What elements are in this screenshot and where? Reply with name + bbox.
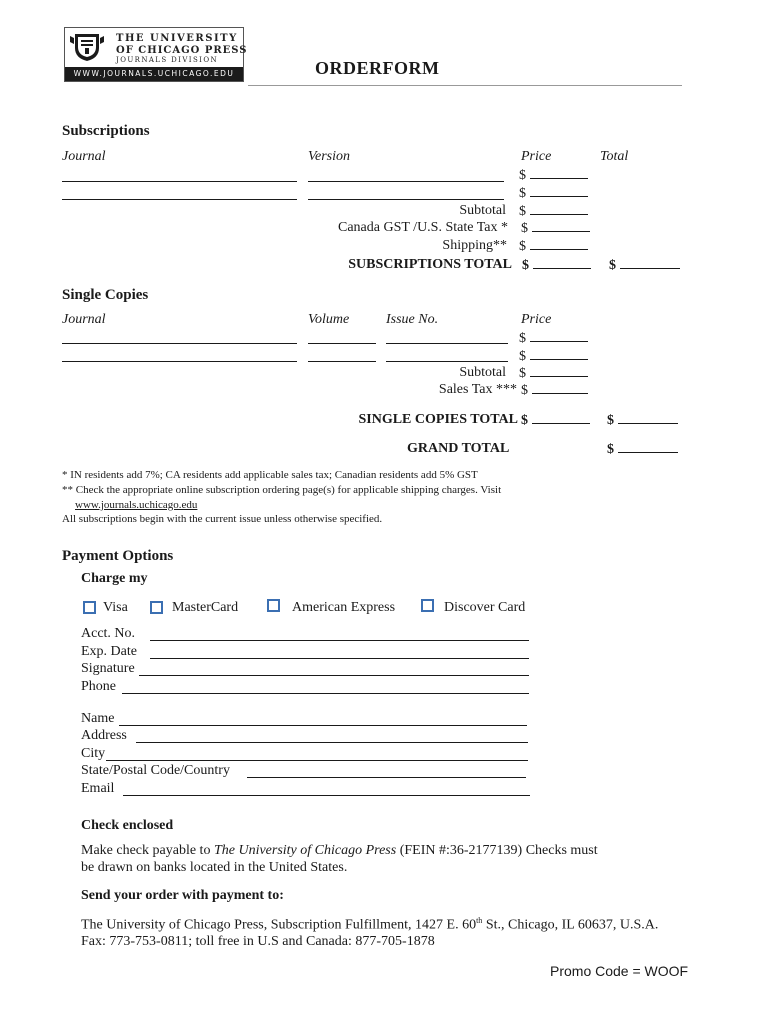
discover-label: Discover Card [444,600,526,615]
single-issue-field-1[interactable] [386,343,508,344]
sub-subtotal-field[interactable]: $ [519,203,588,220]
sub-subtotal-label: Subtotal [459,203,506,218]
university-seal-icon [68,31,106,63]
sub-shipping-label: Shipping** [442,238,507,253]
logo-line-3: JOURNALS DIVISION [116,56,218,64]
sub-version-field-2[interactable] [308,199,504,200]
sub-col-journal: Journal [62,149,106,164]
city-field[interactable] [106,760,528,761]
single-copies-total-label: SINGLE COPIES TOTAL [358,412,518,427]
sub-col-version: Version [308,149,350,164]
grand-total-label: GRAND TOTAL [407,441,510,456]
page-title: ORDERFORM [315,58,440,78]
sub-price-2[interactable]: $ [519,185,588,202]
single-copies-heading: Single Copies [62,287,149,303]
charge-my-label: Charge my [81,571,148,586]
check-payable-text: Make check payable to The University of Chicago Press (FEIN #:36-2177139) Checks must [81,843,598,858]
logo-line-1: THE UNIVERSITY [116,33,238,44]
state-country-field[interactable] [247,777,526,778]
sub-price-1[interactable]: $ [519,167,588,184]
sub-journal-field-1[interactable] [62,181,297,182]
single-subtotal-field[interactable]: $ [519,365,588,382]
visa-label: Visa [103,600,128,615]
single-sales-tax-field[interactable]: $ [521,382,588,399]
name-field[interactable] [119,725,527,726]
sub-shipping-field[interactable]: $ [519,238,588,255]
amex-checkbox[interactable] [267,599,280,612]
mastercard-label: MasterCard [172,600,239,615]
payment-options-heading: Payment Options [62,548,174,564]
logo-url: WWW.JOURNALS.UCHICAGO.EDU [65,67,243,81]
single-price-2[interactable]: $ [519,348,588,365]
single-col-issue: Issue No. [386,312,439,327]
single-price-1[interactable]: $ [519,330,588,347]
single-journal-field-1[interactable] [62,343,297,344]
subscriptions-heading: Subscriptions [62,123,150,139]
single-col-price: Price [521,312,552,327]
single-volume-field-1[interactable] [308,343,376,344]
single-sales-tax-label: Sales Tax *** [438,382,517,397]
check-banks-text: be drawn on banks located in the United States. [81,860,348,875]
fax-phone: Fax: 773-753-0811; toll free in U.S and Canada: 877-705-1878 [81,934,435,949]
signature-label: Signature [81,661,135,676]
exp-date-label: Exp. Date [81,644,137,659]
sub-col-price: Price [521,149,552,164]
visa-checkbox[interactable] [83,601,96,614]
single-subtotal-label: Subtotal [459,365,506,380]
city-label: City [81,746,106,761]
promo-code: Promo Code = WOOF [550,963,689,979]
single-col-volume: Volume [308,312,350,327]
state-country-label: State/Postal Code/Country [81,763,230,778]
address-label: Address [81,728,127,743]
single-copies-total-price[interactable]: $ [521,412,590,429]
acct-no-field[interactable] [150,640,529,641]
note-start: All subscriptions begin with the current issue unless otherwise specified. [62,513,383,525]
journals-link[interactable]: www.journals.uchicago.edu [75,499,198,511]
single-volume-field-2[interactable] [308,361,376,362]
subscriptions-total-price[interactable]: $ [522,257,591,274]
send-order-heading: Send your order with payment to: [81,888,284,903]
address-field[interactable] [136,742,528,743]
phone-field[interactable] [122,693,529,694]
exp-date-field[interactable] [150,658,529,659]
sub-col-total: Total [600,149,629,164]
email-label: Email [81,781,115,796]
discover-checkbox[interactable] [421,599,434,612]
publisher-logo [64,27,248,82]
phone-label: Phone [81,679,116,694]
single-col-journal: Journal [62,312,106,327]
name-label: Name [81,711,115,726]
single-journal-field-2[interactable] [62,361,297,362]
email-field[interactable] [123,795,530,796]
single-copies-total-total[interactable]: $ [607,412,678,429]
subscriptions-total-total[interactable]: $ [609,257,680,274]
logo-line-2: OF CHICAGO PRESS [116,45,248,56]
subscriptions-total-label: SUBSCRIPTIONS TOTAL [348,257,512,272]
sub-version-field-1[interactable] [308,181,504,182]
sub-journal-field-2[interactable] [62,199,297,200]
note-tax: * IN residents add 7%; CA residents add applicable sales tax; Canadian residents add 5% GST [62,469,478,481]
mastercard-checkbox[interactable] [150,601,163,614]
grand-total-field[interactable]: $ [607,441,678,458]
note-shipping: ** Check the appropriate online subscription ordering page(s) for applicable shipping charges. Visit [62,484,502,496]
mailing-address: The University of Chicago Press, Subscription Fulfillment, 1427 E. 60th St., Chicago, IL 60637, U.S.A. [81,916,659,933]
sub-tax-field[interactable]: $ [521,220,590,237]
sub-tax-label: Canada GST /U.S. State Tax * [338,220,508,235]
single-issue-field-2[interactable] [386,361,508,362]
signature-field[interactable] [139,675,529,676]
check-enclosed-heading: Check enclosed [81,818,174,833]
title-rule [248,85,682,86]
amex-label: American Express [292,600,396,615]
acct-no-label: Acct. No. [81,626,136,641]
